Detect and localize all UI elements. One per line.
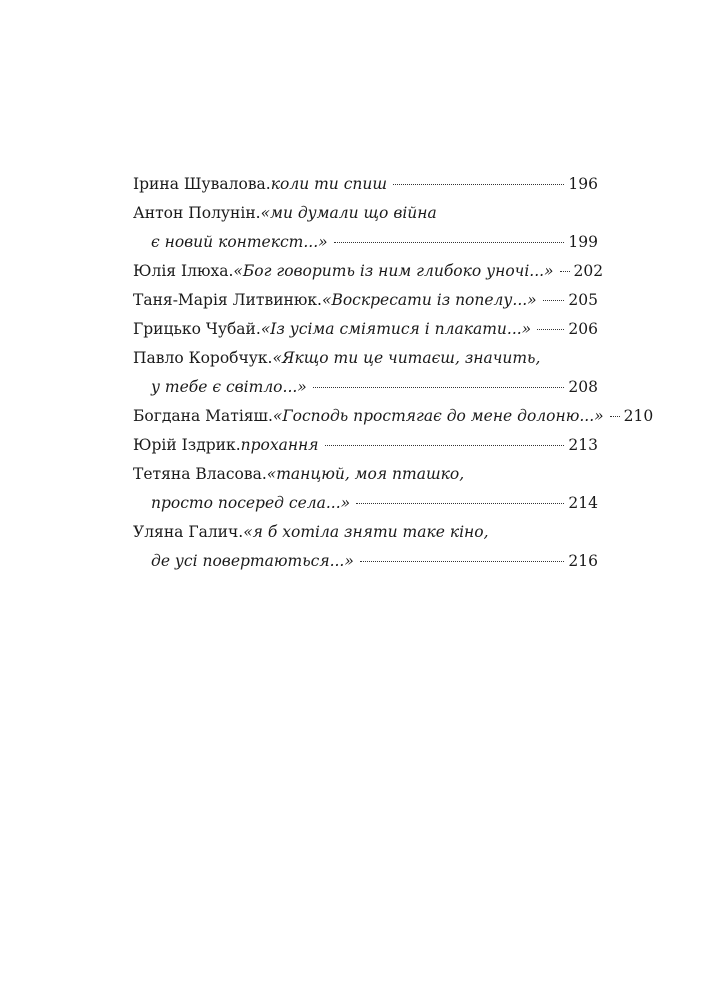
toc-title: «Бог говорить із ним глибоко уночі...» xyxy=(233,262,554,280)
toc-page-number: 208 xyxy=(568,378,598,396)
toc-page-number: 216 xyxy=(568,552,598,570)
toc-entry xyxy=(133,262,604,291)
toc-entry xyxy=(133,175,598,204)
toc-title: «я б хотіла зняти таке кіно, xyxy=(243,523,489,541)
toc-author: Антон Полунін. xyxy=(133,204,261,222)
toc-author: Юлія Ілюха. xyxy=(133,262,234,280)
toc-page-number: 202 xyxy=(573,262,604,280)
toc-entry xyxy=(133,523,598,581)
toc-page-number: 213 xyxy=(568,436,598,454)
toc-leader xyxy=(313,387,565,388)
toc-line xyxy=(133,436,598,465)
toc-leader xyxy=(393,184,564,185)
toc-line xyxy=(133,407,654,436)
toc-line-continuation xyxy=(133,494,598,523)
toc-page-number: 205 xyxy=(568,291,598,309)
toc-line-continuation xyxy=(133,233,598,262)
toc-line xyxy=(133,320,598,349)
toc-title: «Із усіма сміятися і плакати...» xyxy=(260,320,532,338)
toc-leader xyxy=(537,329,564,330)
toc-title: «Воскресати із попелу...» xyxy=(321,291,537,309)
toc-title-continuation: просто посеред села...» xyxy=(151,494,351,512)
toc-line-continuation xyxy=(133,552,598,581)
toc-author: Таня-Марія Литвинюк. xyxy=(133,291,322,309)
toc-author: Ірина Шувалова. xyxy=(133,175,271,193)
toc-entry xyxy=(133,465,598,523)
toc-author: Павло Коробчук. xyxy=(133,349,273,367)
toc-entry xyxy=(133,349,598,407)
toc-line xyxy=(133,465,598,494)
toc-leader xyxy=(560,271,570,272)
toc-line-continuation xyxy=(133,378,598,407)
toc-leader xyxy=(334,242,565,243)
toc-title: коли ти спиш xyxy=(270,175,388,193)
toc-leader xyxy=(356,503,564,504)
toc-title-continuation: де усі повертаються...» xyxy=(151,552,354,570)
toc-title: «танцюй, моя пташко, xyxy=(266,465,465,483)
toc-page-number: 206 xyxy=(568,320,598,338)
toc-page-number: 210 xyxy=(623,407,654,425)
toc-title: «Якщо ти це читаєш, значить, xyxy=(272,349,541,367)
toc-author: Юрій Іздрик. xyxy=(133,436,241,454)
toc-entry xyxy=(133,204,598,262)
toc-leader xyxy=(543,300,565,301)
toc-line xyxy=(133,349,598,378)
toc-page-number: 199 xyxy=(568,233,598,251)
toc-line xyxy=(133,175,598,204)
toc-title-continuation: є новий контекст...» xyxy=(151,233,328,251)
table-of-contents xyxy=(133,175,654,581)
toc-title: «Господь простягає до мене долоню...» xyxy=(272,407,604,425)
toc-author: Грицько Чубай. xyxy=(133,320,261,338)
toc-author: Уляна Галич. xyxy=(133,523,244,541)
toc-page-number: 196 xyxy=(568,175,598,193)
toc-line xyxy=(133,204,598,233)
toc-title: прохання xyxy=(240,436,319,454)
toc-leader xyxy=(610,416,620,417)
toc-line xyxy=(133,523,598,552)
toc-leader xyxy=(325,445,565,446)
toc-page-number: 214 xyxy=(568,494,598,512)
toc-line xyxy=(133,262,604,291)
toc-title-continuation: у тебе є світло...» xyxy=(151,378,307,396)
toc-leader xyxy=(360,561,565,562)
toc-author: Богдана Матіяш. xyxy=(133,407,273,425)
toc-author: Тетяна Власова. xyxy=(133,465,267,483)
toc-title: «ми думали що війна xyxy=(260,204,437,222)
toc-entry xyxy=(133,436,598,465)
toc-entry xyxy=(133,320,598,349)
toc-entry xyxy=(133,407,654,436)
toc-entry xyxy=(133,291,598,320)
toc-line xyxy=(133,291,598,320)
